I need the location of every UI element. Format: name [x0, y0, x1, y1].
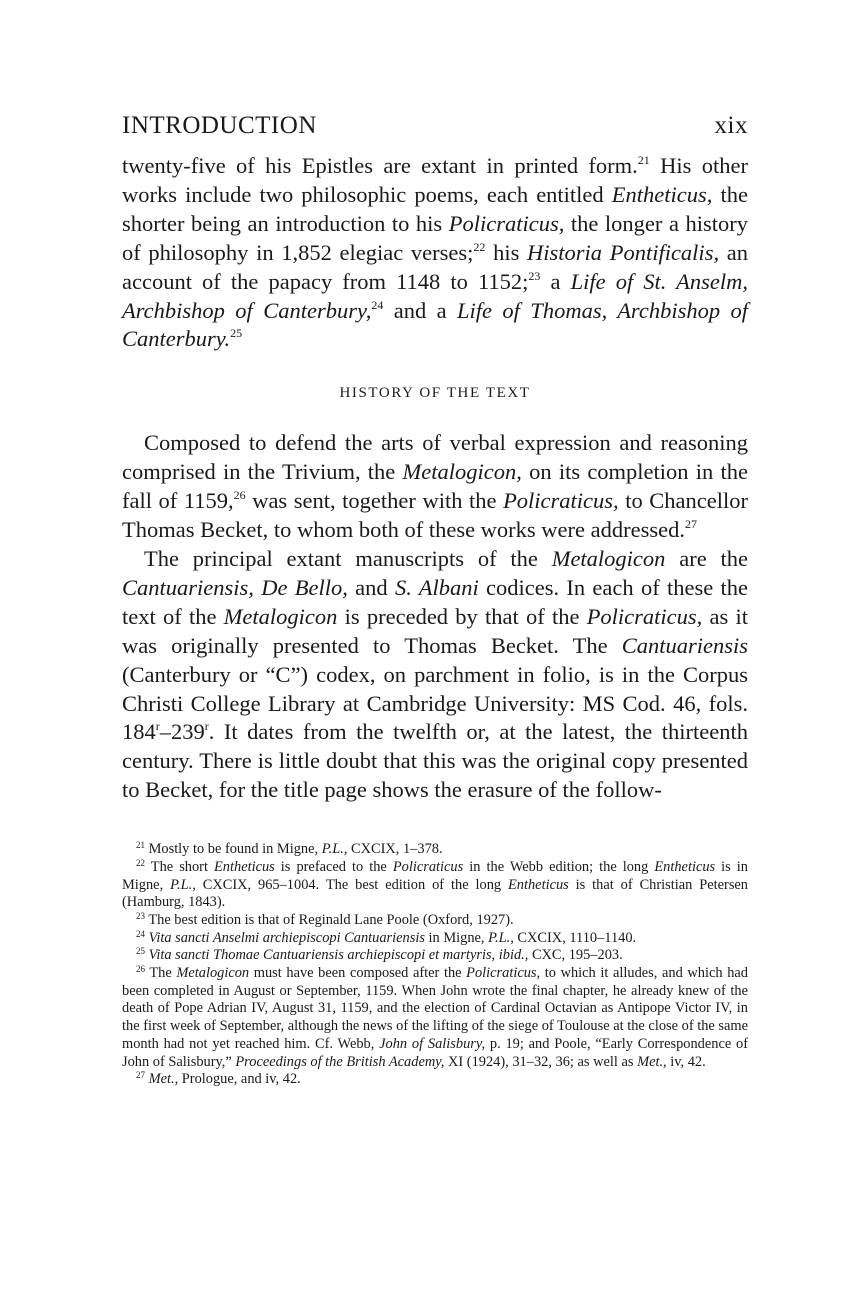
- footnote-21: $^{21}$ Mostly to be found in Migne, P.L., CXCIX, 1–378.: [136, 840, 443, 858]
- footnotes: [122, 841, 748, 1089]
- running-head: [122, 112, 748, 152]
- footnote-ref-24[interactable]: 24: [371, 297, 384, 312]
- footnote-23: $^{23}$ The best edition is that of Reginald Lane Poole (Oxford, 1927).: [136, 910, 514, 928]
- running-head-title: INTRODUCTION: [122, 112, 317, 139]
- footnote-25: $^{25}$ Vita sancti Thomae Cantuariensis archiepiscopi et martyris, ibid., CXC, 195–203.: [136, 946, 623, 964]
- paragraph: Composed to defend the arts of verbal expression and reasoning comprised in the Trivium, the Metalogicon, on its completion in the fall of 1159,26 was sent, together with the Policraticus, to Chancellor Thomas Becket, to whom both of these works were addressed.$^{27}$: [122, 430, 749, 543]
- footnote-27: $^{27}$ Met., Prologue, and iv, 42.: [136, 1070, 301, 1088]
- footnote-ref-23[interactable]: 23: [528, 268, 541, 283]
- footnote-22: $^{22}$ The short Entheticus is prefaced to the Policraticus in the Webb edition; the long Entheticus is in Migne, P.L., CXCIX, 965–1004. The best edition of the long Entheticus is that of Christian Petersen (Hamburg, 1843).: [122, 857, 748, 911]
- paragraph-continuation: twenty-five of his Epistles are extant in printed form.$^{21}$ His other works include two philosophic poems, each entitled Entheticus, the shorter being an introduction to his Policraticus, the longer a history of philosophy in 1,852 elegiac verses;$^{22}$ his Historia Pontificalis, an account of the papacy from 1148 to 1152;$^{23}$ a Life of St. Anselm, Archbishop of Canterbury,$^{24}$ and a Life of Thomas, Archbishop of Canterbury.$^{25}$: [122, 153, 748, 352]
- section-heading: HISTORY OF THE TEXT: [339, 385, 531, 402]
- body-text-section: [122, 429, 748, 805]
- footnote-ref-25[interactable]: 25: [230, 326, 243, 341]
- paragraph: The principal extant manuscripts of the Metalogicon are the Cantuariensis, De Bello, and S. Albani codices. In each of these the text of the Metalogicon is preceded by that of the Policraticus, as it was originally presented to Thomas Becket. The Cantuariensis (Canterbury or “C”) codex, on parchment in folio, is in the Corpus Christi College Library at Cambridge University: MS Cod. 46, fols. 184$^r$–239$^r$. It dates from the twelfth or, at the latest, the thirteenth century. There is little doubt that this was the original copy presented to Becket, for the title page shows the erasure of the follow-: [122, 545, 749, 803]
- body-text: [122, 152, 748, 354]
- footnote-24: $^{24}$ Vita sancti Anselmi archiepiscopi Cantuariensis in Migne, P.L., CXCIX, 1110–1140.: [136, 928, 637, 946]
- footnote-ref-26[interactable]: 26: [233, 488, 246, 503]
- book-page: [122, 112, 748, 1089]
- footnote-26: $^{26}$ The Metalogicon must have been composed after the Policraticus, to which it alludes, and which had been completed in August or September, 1159. When John wrote the final chapter, he already knew of the death of Pope Adrian IV, August 31, 1159, and the election of Cardinal Octavian as Antipope Victor IV, in the first week of September, although the news of the lifting of the siege of Toulouse at the close of the same month had not yet reached him. Cf. Webb, John of Salisbury, p. 19; and Poole, “Early Correspondence of John of Salisbury,” Proceedings of the British Academy, XI (1924), 31–32, 36; as well as Met., iv, 42.: [122, 964, 749, 1070]
- footnote-ref-21[interactable]: 21: [637, 153, 650, 167]
- footnote-ref-27[interactable]: 27: [684, 517, 697, 532]
- page-number: xix: [714, 112, 748, 139]
- footnote-ref-22[interactable]: 22: [473, 239, 486, 254]
